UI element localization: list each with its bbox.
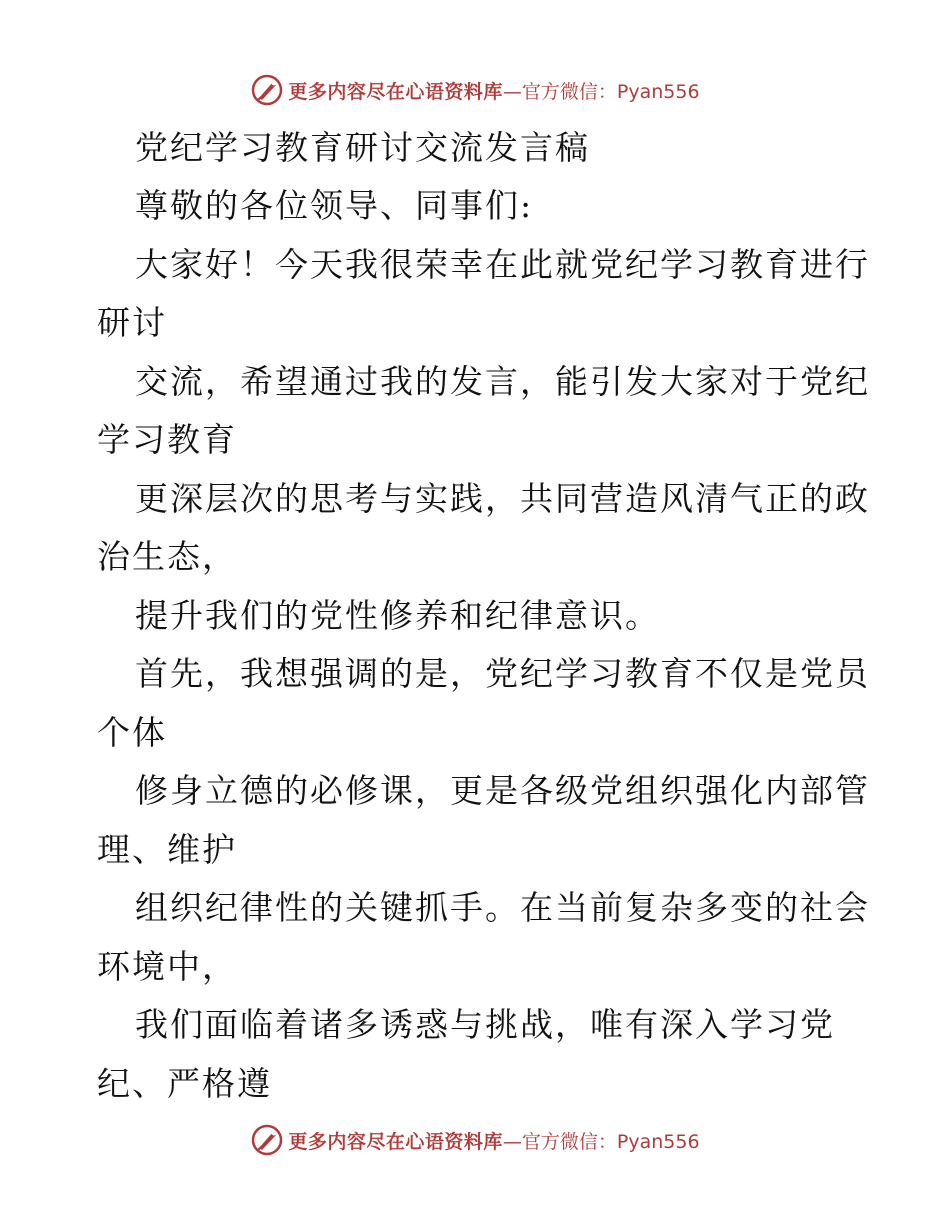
paragraph-line: 治生态，	[97, 537, 237, 576]
paragraph-line: 组织纪律性的关键抓手。在当前复杂多变的社会	[135, 888, 870, 927]
banner-site-text: 更多内容尽在心语资料库	[288, 1130, 503, 1153]
salutation: 尊敬的各位领导、同事们:	[135, 186, 534, 225]
paragraph-line: 环境中，	[97, 947, 237, 986]
paragraph-line: 更深层次的思考与实践，共同营造风清气正的政	[135, 479, 870, 518]
document-title: 党纪学习教育研讨交流发言稿	[135, 128, 590, 167]
header-banner	[0, 70, 950, 110]
quill-logo-icon	[250, 1123, 284, 1157]
paragraph-line: 修身立德的必修课，更是各级党组织强化内部管	[135, 771, 870, 810]
banner-contact-text: —官方微信：Pyan556	[502, 80, 700, 103]
paragraph-line: 大家好！今天我很荣幸在此就党纪学习教育进行	[135, 245, 870, 284]
banner-site-text: 更多内容尽在心语资料库	[288, 80, 503, 103]
paragraph-line: 首先，我想强调的是，党纪学习教育不仅是党员	[135, 654, 870, 693]
paragraph-line: 研讨	[97, 303, 167, 342]
paragraph-line: 我们面临着诸多诱惑与挑战，唯有深入学习党	[135, 1005, 835, 1044]
paragraph-line: 交流，希望通过我的发言，能引发大家对于党纪	[135, 362, 870, 401]
paragraph-line: 理、维护	[97, 830, 237, 869]
footer-banner	[0, 1120, 950, 1160]
paragraph-line: 个体	[97, 713, 167, 752]
paragraph-line: 学习教育	[97, 420, 237, 459]
paragraph-line: 提升我们的党性修养和纪律意识。	[135, 596, 660, 635]
quill-logo-icon	[250, 73, 284, 107]
paragraph-line: 纪、严格遵	[97, 1064, 272, 1103]
banner-contact-text: —官方微信：Pyan556	[502, 1130, 700, 1153]
